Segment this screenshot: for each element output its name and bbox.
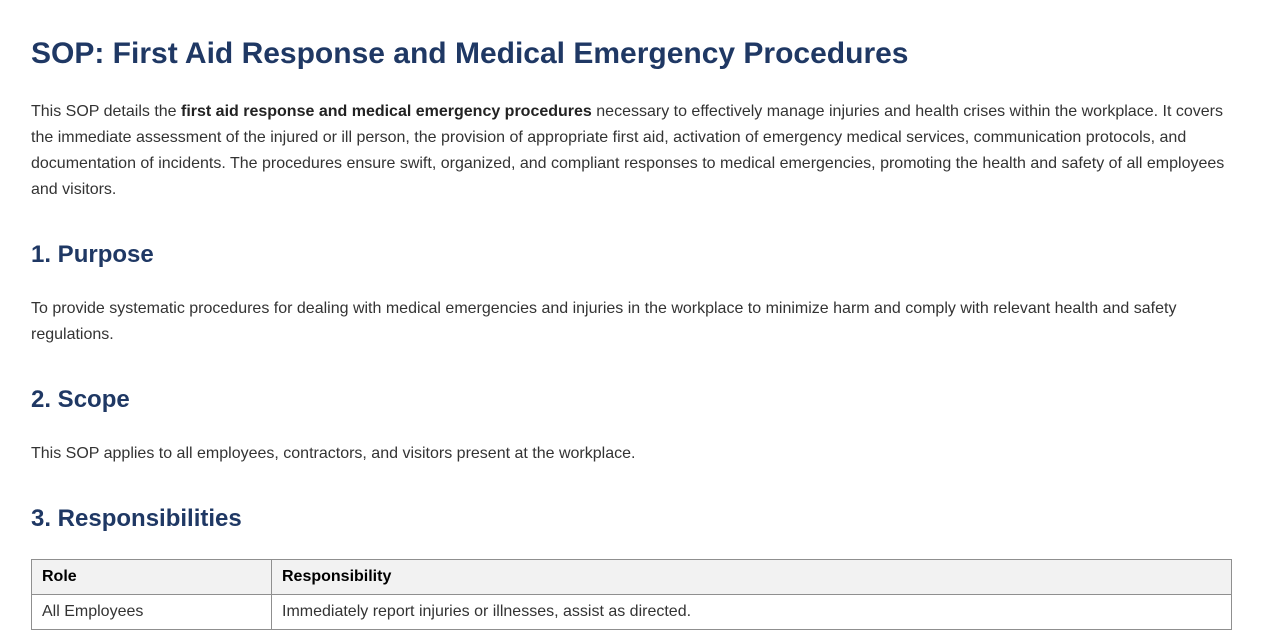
intro-text-before-bold: This SOP details the	[31, 103, 181, 120]
column-header-responsibility: Responsibility	[272, 560, 1232, 595]
responsibility-cell: Immediately report injuries or illnesses, assist as directed.	[272, 595, 1232, 630]
column-header-role: Role	[32, 560, 272, 595]
scope-paragraph: This SOP applies to all employees, contractors, and visitors present at the workplace.	[31, 444, 636, 462]
intro-text-after-bold: necessary to effectively manage injuries and health crises within the workplace. It covers the immediate assessment of the injured or ill person, the provision of appropriate first aid, activation of emergency medical services, communication protocols, and documentation of incidents. The procedures ensure swift, organized, and compliant responses to medical emergencies, promoting the health and safety of all employees and visitors.	[31, 103, 1225, 198]
intro-text-bold: first aid response and medical emergency procedures	[181, 103, 592, 120]
intro-paragraph	[31, 99, 1232, 203]
table-header-row	[32, 560, 1232, 595]
section-heading-scope: 2. Scope	[31, 385, 130, 413]
role-cell: All Employees	[32, 595, 272, 630]
table-row	[32, 595, 1232, 630]
section-heading-responsibilities: 3. Responsibilities	[31, 504, 242, 532]
section-heading-purpose: 1. Purpose	[31, 241, 154, 268]
page-title: SOP: First Aid Response and Medical Emergency Procedures	[31, 37, 909, 70]
purpose-paragraph: To provide systematic procedures for dealing with medical emergencies and injuries in the workplace to minimize harm and comply with relevant health and safety regulations.	[31, 299, 1177, 343]
